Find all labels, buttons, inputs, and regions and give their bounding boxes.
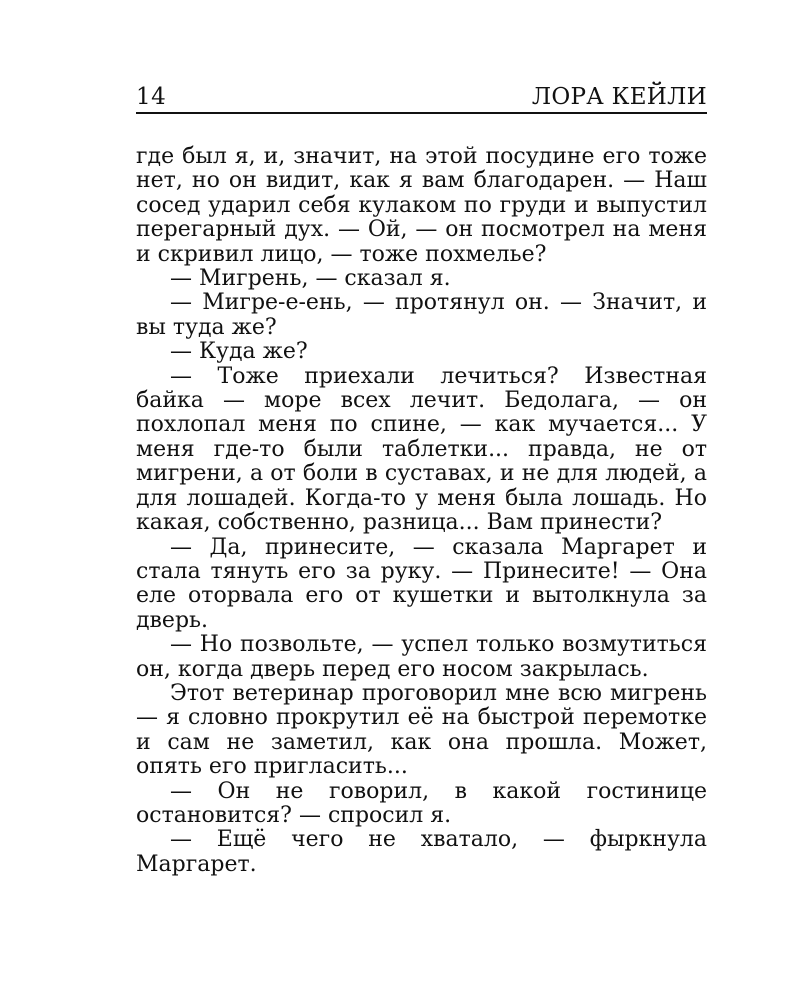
paragraph-6: — Да, принесите, — сказала Маргарет и стала тянуть его за руку. — Принесите! — Она еле оторвала его от кушетки и вытолкнула за дверь. [136,534,707,633]
paragraph-4: — Куда же? [170,339,308,365]
body-text [136,145,707,877]
paragraph-2: — Мигрень, — сказал я. [170,266,451,292]
paragraph-3: — Мигре-е-ень, — протянул он. — Значит, и вы туда же? [136,290,707,340]
book-page [136,84,707,877]
page-number: 14 [136,84,167,110]
paragraph-8: Этот ветеринар проговорил мне всю мигрень — я словно прокрутил её на быстрой перемотке и сам не заметил, как она прошла. Может, опять его пригласить... [136,680,707,780]
paragraph-7: — Но позвольте, — успел только возмутиться он, когда дверь перед его носом закрылась. [136,632,707,682]
paragraph-9: — Он не говорил, в какой гостинице остановится? — спросил я. [136,778,707,828]
paragraph-10: — Ещё чего не хватало, — фыркнула Маргарет. [136,827,707,877]
running-title: ЛОРА КЕЙЛИ [531,84,707,110]
paragraph-1: где был я, и, значит, на этой посудине его тоже нет, но он видит, как я вам благодарен. — Наш сосед ударил себя кулаком по груди и выпустил перегарный дух. — Ой, — он посмотрел на меня и скривил лицо, — тоже похмелье? [136,144,707,267]
paragraph-5: — Тоже приехали лечиться? Известная байка — море всех лечит. Бедолага, — он похлопал меня по спине, — как мучается... У меня где-то были таблетки... правда, не от мигрени, а от боли в суставах, и не для людей, а для лошадей. Когда-то у меня была лошадь. Но какая, собственно, разница... Вам принести? [136,363,707,536]
page-header [136,84,707,114]
